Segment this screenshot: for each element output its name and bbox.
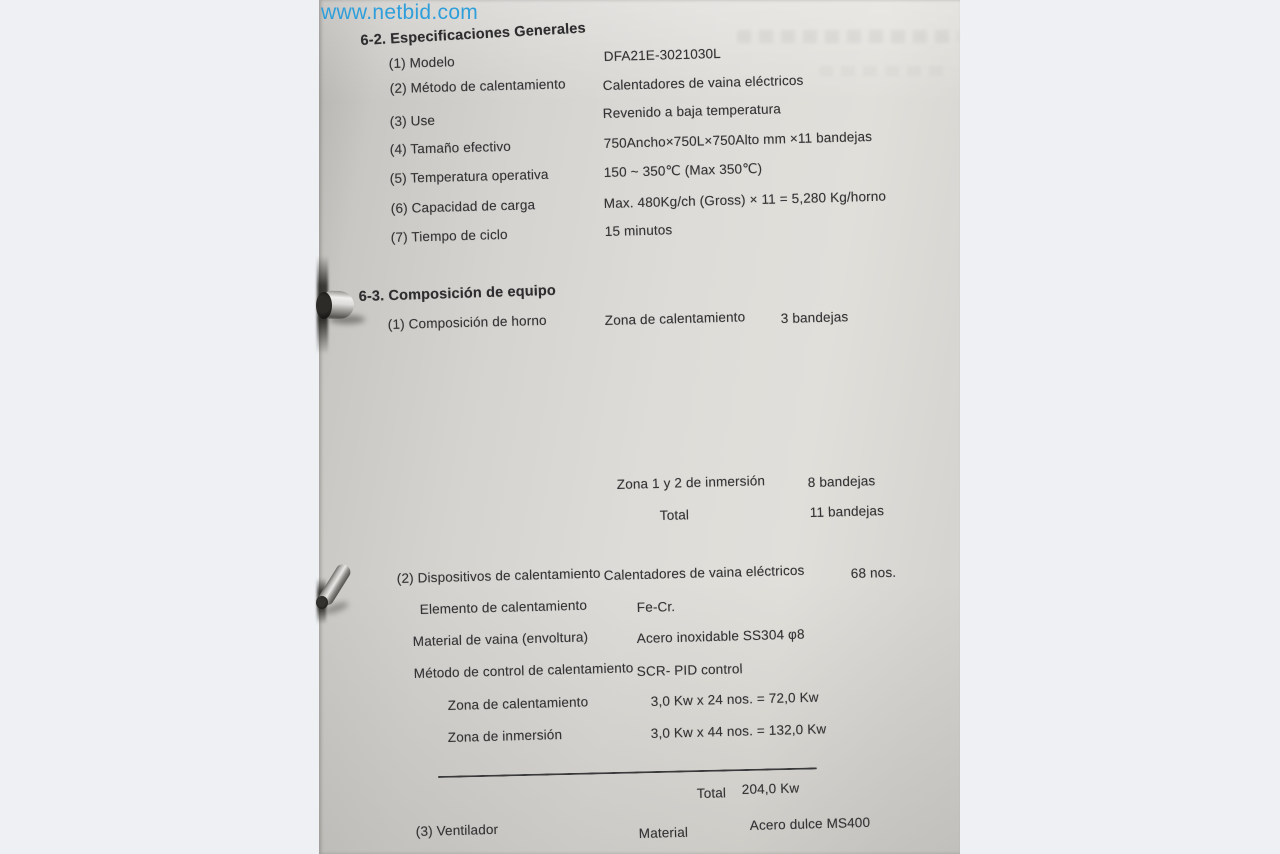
- spec-label: Elemento de calentamiento: [419, 597, 588, 617]
- spec-label: (3) Use: [389, 112, 436, 129]
- bleed-through-marks: [737, 30, 959, 43]
- spec-value: Total: [659, 507, 690, 523]
- binder-post-bottom-cap: [316, 596, 328, 609]
- spec-label: Método de control de calentamiento: [413, 660, 634, 681]
- spec-qty: 8 bandejas: [807, 473, 876, 490]
- spec-label: (7) Tiempo de ciclo: [390, 226, 508, 245]
- spec-value: Zona de calentamiento: [604, 309, 746, 328]
- watermark-url: www.netbid.com: [321, 1, 479, 24]
- spec-value: Zona 1 y 2 de inmersión: [616, 473, 766, 492]
- spec-value: 750Ancho×750L×750Alto mm ×11 bandejas: [603, 128, 873, 151]
- spec-label: Material de vaina (envoltura): [412, 629, 589, 649]
- spec-value: Acero inoxidable SS304 φ8: [636, 626, 805, 646]
- spec-label: (1) Modelo: [388, 54, 456, 71]
- spec-value: Max. 480Kg/ch (Gross) × 11 = 5,280 Kg/horno: [603, 188, 887, 211]
- total-divider-line: [438, 767, 817, 778]
- spec-label: (5) Temperatura operativa: [389, 166, 549, 186]
- spec-qty: 11 bandejas: [809, 503, 885, 520]
- spec-label: (3) Ventilador: [415, 821, 499, 839]
- spec-label: (1) Composición de horno: [387, 312, 547, 332]
- spec-qty: 68 nos.: [850, 564, 897, 581]
- spec-label: (6) Capacidad de carga: [390, 197, 536, 216]
- spec-value: Calentadores de vaina eléctricos: [602, 72, 804, 93]
- document-photo: [319, 0, 960, 854]
- total-label: Total: [696, 785, 727, 801]
- spec-value: 3,0 Kw x 44 nos. = 132,0 Kw: [650, 721, 827, 741]
- spec-value: Calentadores de vaina eléctricos: [603, 562, 805, 583]
- spec-label: Zona de inmersión: [447, 727, 563, 745]
- bleed-through-marks: [819, 66, 949, 76]
- spec-value: 15 minutos: [604, 222, 673, 239]
- spec-label: Zona de calentamiento: [447, 694, 589, 713]
- total-value: 204,0 Kw: [741, 780, 800, 797]
- spec-value: Fe-Cr.: [636, 598, 676, 615]
- spec-label: (4) Tamaño efectivo: [389, 138, 512, 157]
- spec-value: DFA21E-3021030L: [603, 45, 722, 64]
- spec-value: 3,0 Kw x 24 nos. = 72,0 Kw: [650, 689, 819, 709]
- spec-qty: 3 bandejas: [780, 309, 849, 326]
- spec-attr: Material: [638, 824, 689, 841]
- binder-post-top-cap: [316, 292, 332, 319]
- spec-value: 150 ~ 350℃ (Max 350℃): [603, 160, 763, 181]
- section-63-title: 6-3. Composición de equipo: [358, 282, 557, 305]
- spec-label: (2) Dispositivos de calentamiento: [396, 565, 601, 586]
- spec-value: Acero dulce MS400: [749, 814, 871, 833]
- spec-value: Revenido a baja temperatura: [602, 101, 782, 121]
- spec-label: (2) Método de calentamiento: [389, 76, 566, 96]
- spec-value: SCR- PID control: [636, 661, 743, 679]
- section-62-title: 6-2. Especificaciones Generales: [360, 20, 587, 49]
